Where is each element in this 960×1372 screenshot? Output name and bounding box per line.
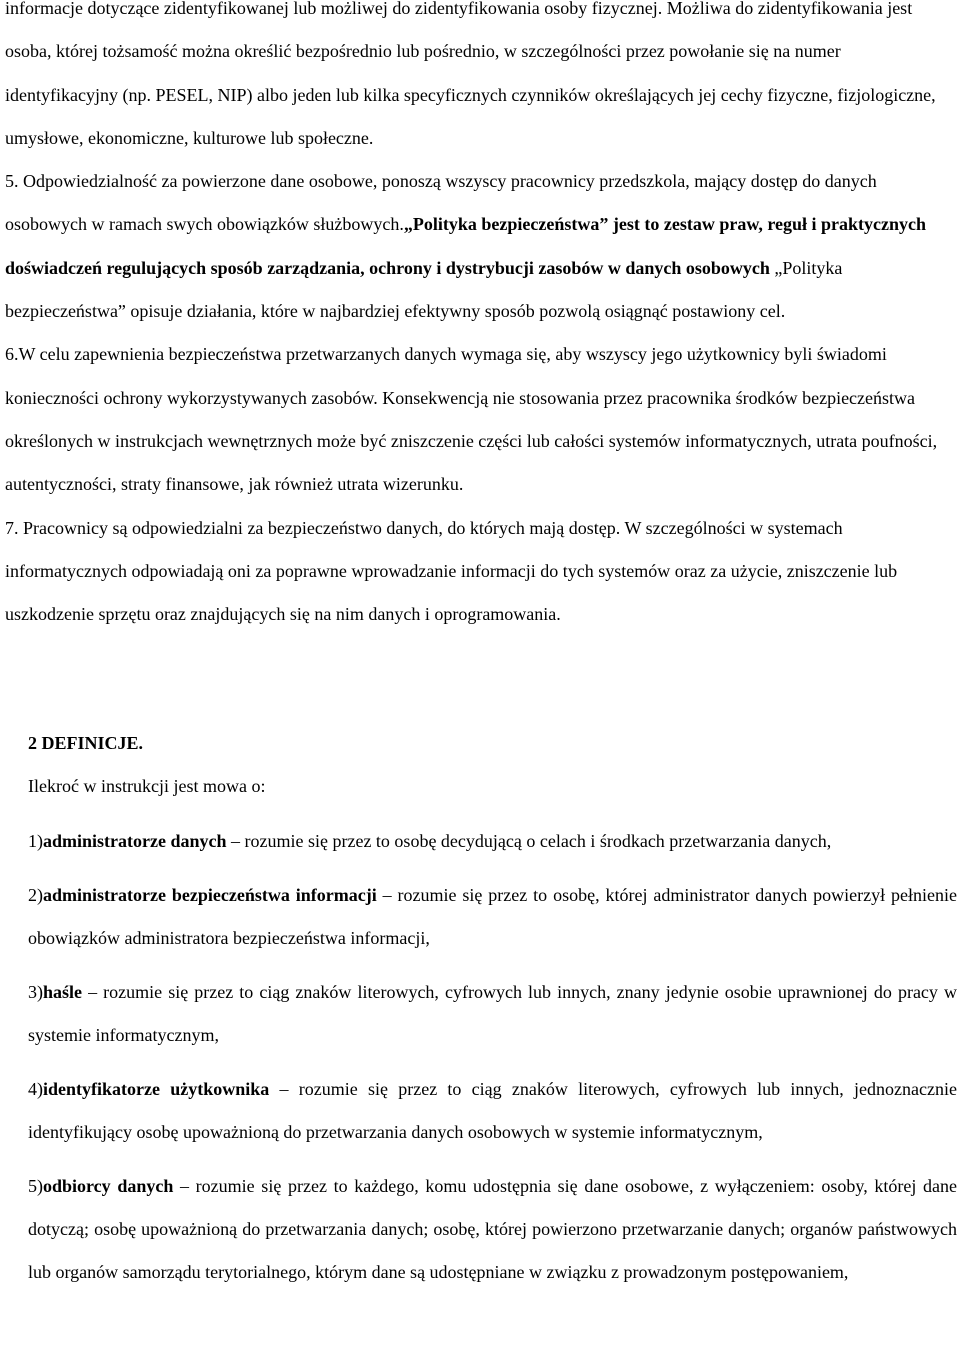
definition-term: identyfikatorze użytkownika	[43, 1079, 270, 1099]
definition-text: – rozumie się przez to osobę decydującą o celach i środkach przetwarzania danych,	[226, 831, 832, 851]
definitions-lead: Ilekroć w instrukcji jest mowa o:	[28, 776, 266, 796]
definition-text: – rozumie się przez to ciąg znaków literowych, cyfrowych lub innych, znany jedynie osobie uprawnionej do pracy w systemie informatycznym,	[28, 982, 957, 1045]
policy-definition-bold: „Polityka bezpieczeństwa” jest to zestaw praw, reguł i praktycznych doświadczeń regulujących sposób zarządzania, ochrony i dystrybucji zasobów w danych osobowych	[5, 214, 927, 278]
paragraph-5-text: 5. Odpowiedzialność za powierzone dane osobowe, ponoszą wszyscy pracownicy przedszkola, mający dostęp do danych osobowych w ramach swych obowiązków służbowych.	[5, 171, 877, 235]
definition-term: haśle	[43, 982, 83, 1002]
definition-number: 2)	[28, 885, 43, 905]
definition-item	[28, 971, 957, 1057]
section-title: 2 DEFINICJE.	[28, 733, 144, 753]
paragraph-intro: informacje dotyczące zidentyfikowanej lub możliwej do zidentyfikowania osoby fizycznej. Możliwa do zidentyfikowania jest osoba, której tożsamość można określić bezpośrednio lub pośrednio, w szczególności przez powołanie się na numer identyfikacyjny (np. PESEL, NIP) albo jeden lub kilka specyficznych czynników określających jej cechy fizyczne, fizjologiczne, umysłowe, ekonomiczne, kulturowe lub społeczne.	[5, 0, 936, 148]
definition-term: administratorze danych	[43, 831, 227, 851]
definition-number: 4)	[28, 1079, 43, 1099]
definitions-section	[28, 722, 957, 1305]
definition-number: 5)	[28, 1176, 43, 1196]
definition-item	[28, 1068, 957, 1154]
definition-term: odbiorcy danych	[43, 1176, 174, 1196]
definition-item	[28, 1165, 957, 1294]
definition-text: – rozumie się przez to ciąg znaków literowych, cyfrowych lub innych, jednoznacznie identyfikujący osobę upoważnioną do przetwarzania danych osobowych w systemie informatycznym,	[28, 1079, 957, 1142]
body-text	[5, 0, 957, 636]
definition-text: – rozumie się przez to osobę, której administrator danych powierzył pełnienie obowiązków administratora bezpieczeństwa informacji,	[28, 885, 957, 948]
paragraph-5-tail: „Polityka bezpieczeństwa” opisuje działania, które w najbardziej efektywny sposób pozwolą osiągnąć postawiony cel.	[5, 257, 843, 322]
definition-number: 1)	[28, 831, 43, 851]
definition-text: – rozumie się przez to każdego, komu udostępnia się dane osobowe, z wyłączeniem: osoby, której dane dotyczą; osobę upoważnioną do przetwarzania danych; osobę, której powierzono przetwarzanie danych; organów państwowych lub organów samorządu terytorialnego, którym dane są udostępniane w związku z prowadzonym postępowaniem,	[28, 1176, 957, 1282]
definition-item	[28, 820, 957, 863]
definition-item	[28, 874, 957, 960]
paragraph-5	[5, 160, 957, 333]
definition-number: 3)	[28, 982, 43, 1002]
paragraph-7: 7. Pracownicy są odpowiedzialni za bezpieczeństwo danych, do których mają dostęp. W szczególności w systemach informatycznych odpowiadają oni za poprawne wprowadzanie informacji do tych systemów oraz za użycie, zniszczenie lub uszkodzenie sprzętu oraz znajdujących się na nim danych i oprogramowania.	[5, 517, 898, 625]
paragraph-6: 6.W celu zapewnienia bezpieczeństwa przetwarzanych danych wymaga się, aby wszyscy jego użytkownicy byli świadomi konieczności ochrony wykorzystywanych zasobów. Konsekwencją nie stosowania przez pracownika środków bezpieczeństwa określonych w instrukcjach wewnętrznych może być zniszczenie części lub całości systemów informatycznych, utrata poufności, autentyczności, straty finansowe, jak również utrata wizerunku.	[5, 344, 938, 495]
definition-term: administratorze bezpieczeństwa informacji	[43, 885, 377, 905]
